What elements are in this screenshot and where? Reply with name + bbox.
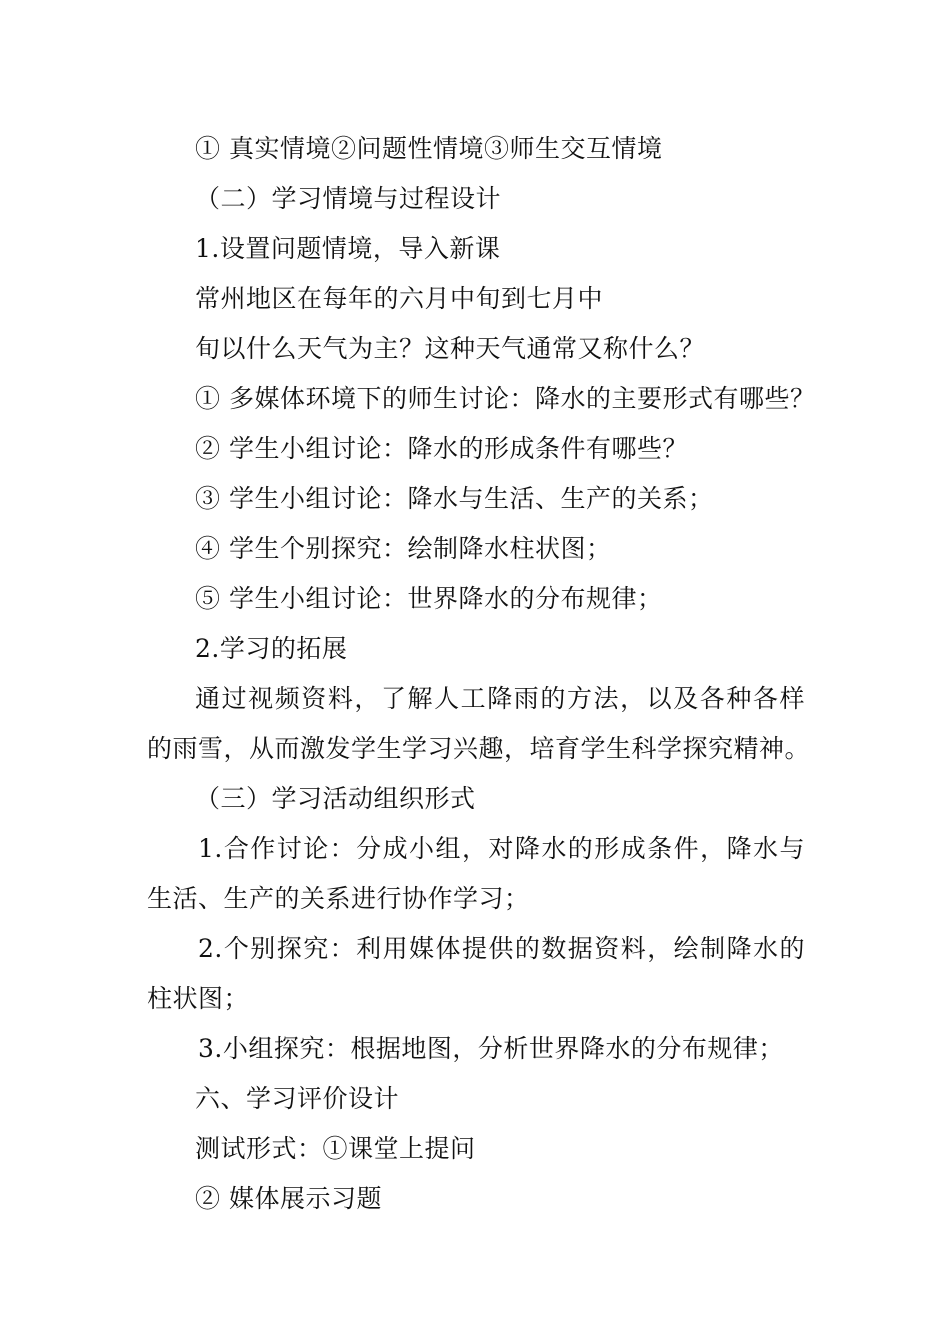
heading-learning-situation-design: （二）学习情境与过程设计	[195, 184, 502, 213]
paragraph-individual-line-2: 柱状图；	[147, 984, 250, 1013]
paragraph-cooperation-line-1: 1.合作讨论：分成小组，对降水的形成条件，降水与	[198, 834, 805, 863]
list-item-1: ① 多媒体环境下的师生讨论：降水的主要形式有哪些？	[195, 384, 816, 413]
paragraph-cooperation-line-2: 生活、生产的关系进行协作学习；	[147, 884, 530, 913]
heading-evaluation-design: 六、学习评价设计	[195, 1084, 400, 1113]
text-line-changzhou-question-2: 旬以什么天气为主？这种天气通常又称什么？	[195, 334, 706, 363]
paragraph-extension-line-1: 通过视频资料，了解人工降雨的方法，以及各种各样	[195, 684, 805, 713]
text-line-changzhou-question-1: 常州地区在每年的六月中旬到七月中	[195, 284, 604, 313]
text-line-test-form: 测试形式：①课堂上提问	[195, 1134, 476, 1163]
paragraph-group-inquiry: 3.小组探究：根据地图，分析世界降水的分布规律；	[198, 1034, 784, 1063]
heading-activity-organization: （三）学习活动组织形式	[195, 784, 476, 813]
list-item-5: ⑤ 学生小组讨论：世界降水的分布规律；	[195, 584, 663, 613]
paragraph-individual-line-1: 2.个别探究：利用媒体提供的数据资料，绘制降水的	[198, 934, 805, 963]
text-line-media-exercises: ② 媒体展示习题	[195, 1184, 382, 1213]
heading-set-problem-situation: 1.设置问题情境，导入新课	[195, 234, 501, 263]
heading-learning-extension: 2.学习的拓展	[195, 634, 348, 663]
list-item-3: ③ 学生小组讨论：降水与生活、生产的关系；	[195, 484, 714, 513]
text-line-situations: ① 真实情境②问题性情境③师生交互情境	[195, 134, 663, 163]
list-item-2: ② 学生小组讨论：降水的形成条件有哪些？	[195, 434, 688, 463]
paragraph-extension-line-2: 的雨雪，从而激发学生学习兴趣，培育学生科学探究精神。	[147, 734, 811, 763]
list-item-4: ④ 学生个别探究：绘制降水柱状图；	[195, 534, 612, 563]
